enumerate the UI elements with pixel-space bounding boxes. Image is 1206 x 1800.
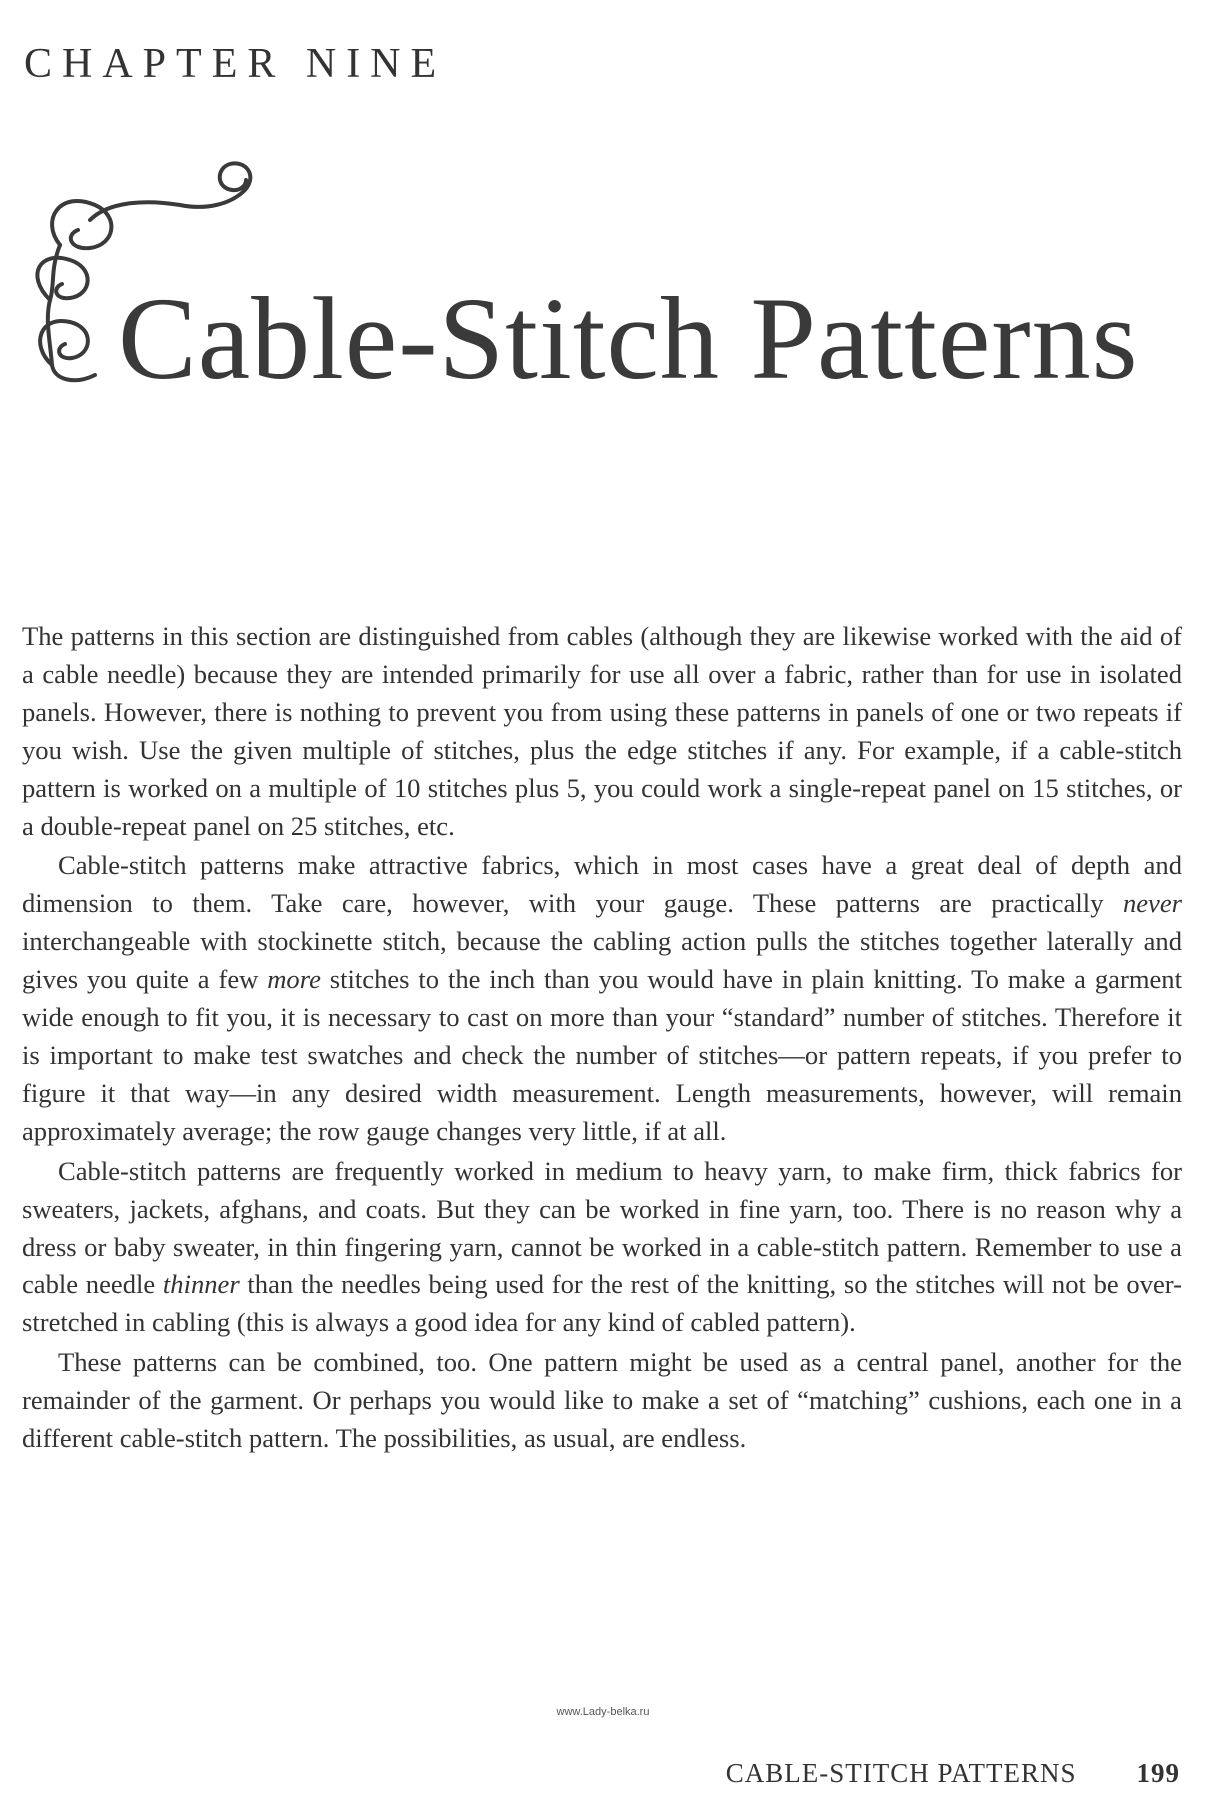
paragraph-1 — [22, 618, 1182, 845]
emphasis-never: never — [1122, 888, 1182, 919]
running-head: CABLE-STITCH PATTERNS — [725, 1758, 1077, 1788]
paragraph-2-text-c: stitches to the inch than you would have in plain knitting. To make a garment wide enough to fit you, it is necessary to cast on more than your “standard” number of stitches. Therefore it is important to make test swatches and check the number of stitches—or pattern repeats, if you prefer to figure it that way—in any desired width measurement. Length measurements, however, will remain approximately average; the row gauge changes very little, if at all. — [22, 964, 1182, 1146]
running-footer — [726, 1758, 1180, 1789]
emphasis-thinner: thinner — [162, 1269, 240, 1300]
paragraph-4 — [22, 1344, 1182, 1458]
paragraph-2 — [22, 847, 1182, 1150]
page-title: Cable-Stitch Patterns — [118, 273, 1139, 404]
paragraph-2-text-a: Cable-stitch patterns make attractive fabrics, which in most cases have a great deal of depth and dimension to them. Take care, however, with your gauge. These patterns are practically — [22, 850, 1182, 919]
paragraph-4-text: These patterns can be combined, too. One pattern might be used as a central panel, another for the remainder of the garment. Or perhaps you would like to make a set of “matching” cushions, each one in a different cable-stitch pattern. The possibilities, as usual, are endless. — [22, 1347, 1182, 1454]
paragraph-3 — [22, 1153, 1182, 1343]
paragraph-3-text-a: Cable-stitch patterns are frequently worked in medium to heavy yarn, to make firm, thick fabrics for sweaters, jackets, afghans, and coats. But they can be worked in fine yarn, too. There is no reason why a dress or baby sweater, in thin fingering yarn, cannot be worked in a cable-stitch pattern. Remember to use a cable needle — [22, 1155, 1182, 1300]
watermark: www.Lady-belka.ru — [556, 1706, 650, 1718]
paragraph-3-text-b: than the needles being used for the rest of the knitting, so the stitches will not be over-stretched in cabling (this is always a good idea for any kind of cabled pattern). — [22, 1269, 1182, 1338]
emphasis-more: more — [267, 964, 321, 995]
paragraph-1-text: The patterns in this section are distinguished from cables (although they are likewise worked with the aid of a cable needle) because they are intended primarily for use all over a fabric, rather than for use in isolated panels. However, there is nothing to prevent you from using these patterns in panels of one or two repeats if you wish. Use the given multiple of stitches, plus the edge stitches if any. For example, if a cable-stitch pattern is worked on a multiple of 10 stitches plus 5, you could work a single-repeat panel on 15 stitches, or a double-repeat panel on 25 stitches, etc. — [22, 621, 1182, 841]
paragraph-2-text-b: interchangeable with stockinette stitch, because the cabling action pulls the stitches together laterally and gives you quite a few — [22, 926, 1182, 995]
page-number: 199 — [1136, 1758, 1180, 1788]
body-text — [22, 618, 1182, 1460]
chapter-label: CHAPTER NINE — [24, 41, 447, 87]
title-block — [20, 160, 1170, 420]
